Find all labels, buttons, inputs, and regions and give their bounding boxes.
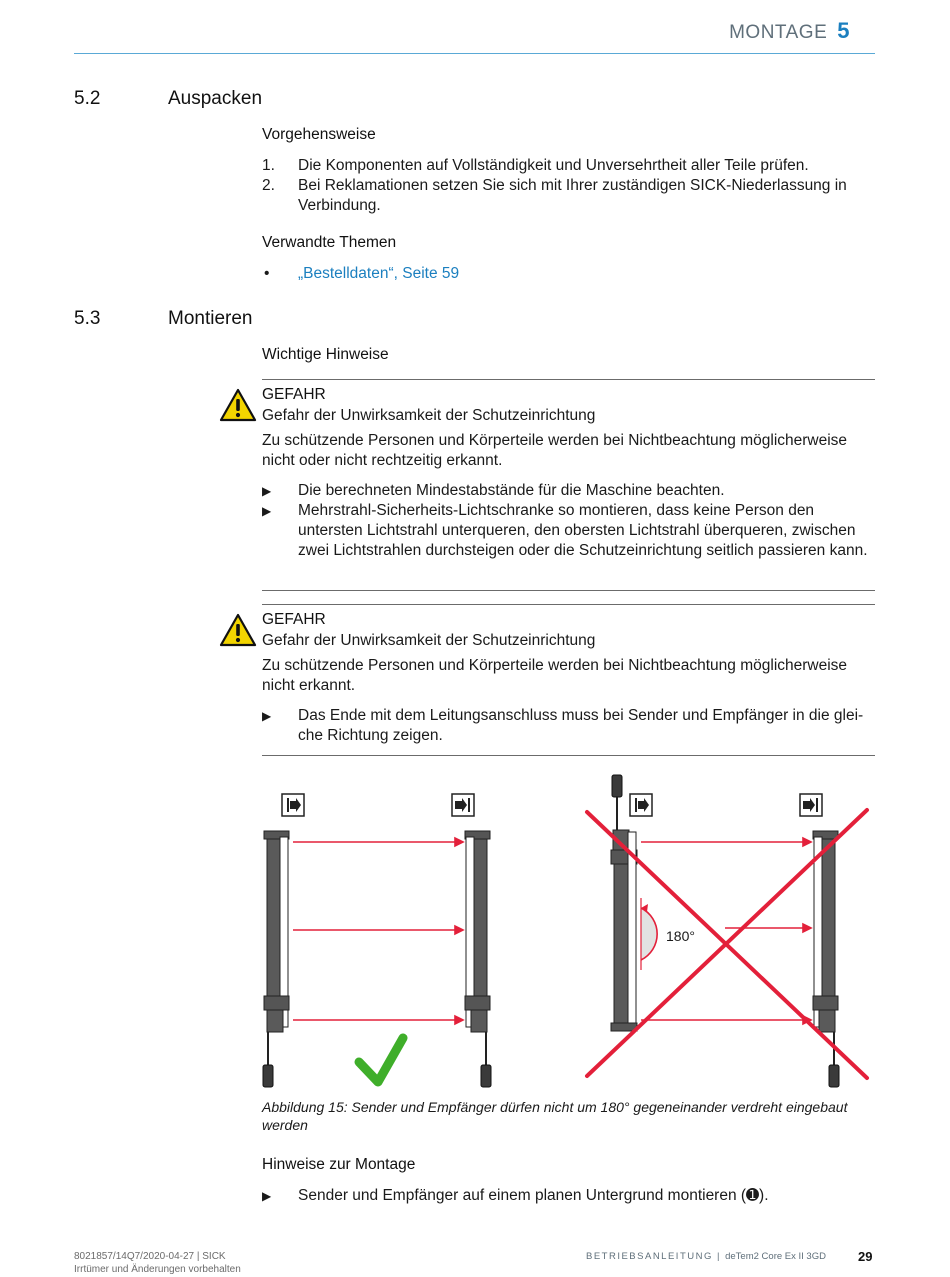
warning-signal-word: GEFAHR	[262, 386, 326, 403]
related-item	[262, 264, 874, 284]
disclaimer: Irrtümer und Änderungen vorbehalten	[74, 1264, 241, 1275]
list-item	[262, 176, 874, 216]
related-heading: Verwandte Themen	[262, 234, 397, 251]
step-text: Bei Reklamationen setzen Sie sich mit Ihrer zuständigen SICK-Niederlassung in Verbindung.	[298, 177, 847, 214]
warning-bottom-rule	[262, 755, 875, 756]
action-marker-icon: ▶	[262, 484, 272, 498]
warning-bottom-rule	[262, 590, 875, 591]
receiver-direction-icon	[452, 794, 474, 816]
step-text: Die Komponenten auf Vollständigkeit und Unversehrtheit aller Teile prüfen.	[298, 157, 809, 174]
action-marker-icon: ▶	[262, 504, 272, 518]
action-text: Das Ende mit dem Leitungsanschluss muss bei Sender und Empfänger in die gleiche Richtung zeigen.	[298, 707, 864, 744]
step-number: 1.	[262, 157, 275, 174]
page-number: 29	[858, 1249, 873, 1264]
list-item	[262, 1186, 874, 1206]
warning-signal-word: GEFAHR	[262, 611, 326, 628]
warning-triangle-icon	[219, 388, 257, 422]
warning-text: Zu schützende Personen und Körperteile werden bei Nichtbeachtung möglicherweise nicht oder nicht rechtzeitig erkannt.	[262, 432, 848, 469]
important-heading: Wichtige Hinweise	[262, 346, 389, 363]
section-number: 5.3	[74, 308, 101, 329]
receiver-direction-icon	[800, 794, 822, 816]
chapter-title: MONTAGE	[729, 22, 828, 43]
running-header	[729, 18, 850, 44]
footer-manual	[586, 1251, 826, 1262]
procedure-heading: Vorgehensweise	[262, 126, 376, 143]
check-icon	[359, 1038, 403, 1082]
warning-top-rule	[262, 604, 875, 605]
related-link[interactable]: „Bestelldaten“, Seite 59	[298, 265, 460, 282]
section-title: Auspacken	[168, 88, 263, 109]
mounting-heading: Hinweise zur Montage	[262, 1156, 416, 1173]
action-marker-icon: ▶	[262, 1189, 272, 1203]
angle-label: 180°	[666, 928, 695, 944]
list-item	[262, 156, 874, 176]
warning-title: Gefahr der Unwirksamkeit der Schutzeinrichtung	[262, 407, 596, 424]
header-rule	[74, 53, 875, 54]
correct-mounting-illustration	[263, 794, 491, 1087]
section-title: Montieren	[168, 308, 253, 329]
warning-top-rule	[262, 379, 875, 380]
warning-title: Gefahr der Unwirksamkeit der Schutzeinrichtung	[262, 632, 596, 649]
list-item	[262, 706, 874, 746]
doc-id: 8021857/14Q7/2020-04-27 | SICK	[74, 1251, 226, 1262]
list-item	[262, 501, 874, 561]
step-number: 2.	[262, 177, 275, 194]
bullet: •	[264, 265, 270, 282]
product-name: deTem2 Core Ex II 3GD	[725, 1251, 826, 1262]
warning-triangle-icon	[219, 613, 257, 647]
warning-text: Zu schützende Personen und Körperteile werden bei Nichtbeachtung möglicherweise nicht erkannt.	[262, 657, 848, 694]
action-text: Die berechneten Mindestabstände für die Maschine beachten.	[298, 482, 725, 499]
sender-direction-icon	[630, 794, 652, 816]
figure-caption: Abbildung 15: Sender und Empfänger dürfen nicht um 180° gegeneinander verdreht eingebaut werden	[262, 1099, 848, 1133]
action-text: Mehrstrahl-Sicherheits-Lichtschranke so montieren, dass keine Person den untersten Lichtstrahl unterqueren, den obersten Lichtstrahl überqueren, zwischen zwei Lichtstrahlen durchsteigen oder die Schutzeinrichtung seitlich passieren kann.	[298, 502, 868, 559]
manual-label: BETRIEBSANLEITUNG |	[586, 1251, 721, 1262]
footer-doc-info	[74, 1250, 241, 1276]
action-marker-icon: ▶	[262, 709, 272, 723]
list-item	[262, 481, 874, 501]
chapter-number: 5	[837, 18, 850, 43]
mounting-figure	[255, 770, 880, 1092]
wrong-mounting-illustration	[587, 775, 867, 1087]
section-number: 5.2	[74, 88, 101, 109]
action-text: Sender und Empfänger auf einem planen Untergrund montieren (➊).	[298, 1187, 769, 1204]
sender-direction-icon	[282, 794, 304, 816]
